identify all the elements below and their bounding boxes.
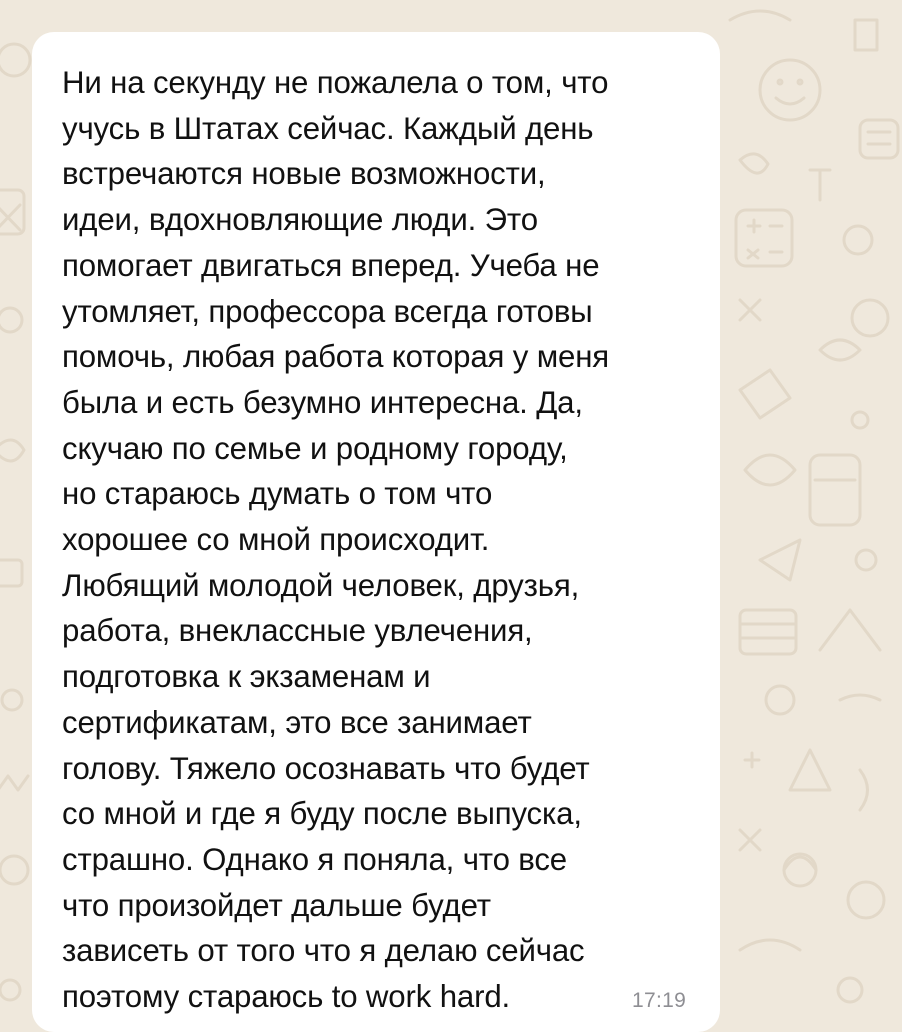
doodle-number-icon (848, 882, 884, 918)
message-line: голову. Тяжело осознавать что будет (62, 750, 590, 786)
doodle-calculator-right-icon (736, 210, 792, 266)
message-line: Ни на секунду не пожалела о том, что (62, 65, 609, 100)
doodle-drop-icon (766, 686, 794, 714)
doodle-dot-right-icon (852, 412, 868, 428)
message-line: помочь, любая работа которая у меня (62, 339, 610, 375)
doodle-small-circle-icon (0, 980, 20, 1000)
message-line: поэтому стараюсь to work hard. (62, 979, 511, 1015)
doodle-x-icon (740, 830, 760, 850)
message-line: помогает двигаться вперед. Учеба не (62, 247, 600, 283)
doodle-ring-icon (0, 308, 22, 332)
doodle-mountain-icon (820, 610, 880, 650)
doodle-ring-right-icon (856, 550, 876, 570)
doodle-moon-icon (740, 154, 768, 173)
doodle-circle-bottom-icon (838, 978, 862, 1002)
message-line: скучаю по семье и родному городу, (62, 430, 568, 466)
doodle-smile-icon (776, 98, 804, 104)
doodle-box-icon (0, 560, 22, 586)
doodle-phone-icon (855, 20, 877, 50)
message-text (62, 60, 694, 1020)
doodle-tag-icon (740, 370, 790, 418)
doodle-smiley-icon (760, 60, 820, 120)
doodle-arc-bottom-icon (740, 940, 800, 950)
doodle-taco-icon (745, 455, 795, 485)
message-line: но стараюсь думать о том что (62, 476, 493, 512)
doodle-zigzag-icon (0, 776, 28, 790)
message-line: хорошее со мной происходит. (62, 522, 490, 558)
message-line: со мной и где я буду после выпуска, (62, 796, 582, 832)
message-bubble[interactable] (32, 32, 720, 1032)
doodle-eye-icon (820, 340, 860, 360)
message-line: была и есть безумно интересна. Да, (62, 384, 583, 420)
message-line: Любящий молодой человек, друзья, (62, 567, 580, 603)
message-line: подготовка к экзаменам и (62, 659, 431, 695)
message-line: утомляет, профессора всегда готовы (62, 293, 593, 329)
doodle-wave-icon (840, 695, 880, 700)
doodle-coin-icon (844, 226, 872, 254)
doodle-bubble-icon (0, 856, 28, 884)
doodle-hook-icon (860, 770, 868, 810)
message-line: работа, внеклассные увлечения, (62, 613, 533, 649)
doodle-scissors-icon (740, 300, 760, 320)
message-line: страшно. Однако я поняла, что все (62, 841, 567, 877)
doodle-mushroom-icon (784, 854, 816, 886)
doodle-tree-icon (790, 750, 830, 790)
doodle-plus-icon (745, 753, 759, 767)
doodle-circle-icon (0, 44, 30, 76)
doodle-leaf-icon (0, 440, 24, 461)
message-line: сертификатам, это все занимает (62, 704, 532, 740)
doodle-arc-icon (730, 11, 790, 20)
message-line: идеи, вдохновляющие люди. Это (62, 202, 538, 238)
message-line: учусь в Штатах сейчас. Каждый день (62, 110, 594, 146)
message-line: зависеть от того что я делаю сейчас (62, 933, 585, 969)
doodle-calendar-icon (860, 120, 898, 158)
message-line: что произойдет дальше будет (62, 887, 491, 923)
doodle-jar-icon (810, 455, 860, 525)
doodle-paw-icon (852, 300, 888, 336)
doodle-dot-icon (2, 690, 22, 710)
message-timestamp: 17:19 (632, 989, 687, 1012)
message-line: встречаются новые возможности, (62, 156, 546, 192)
doodle-rocket-icon (760, 540, 800, 580)
doodle-cabin-icon (740, 610, 796, 654)
doodle-cross-icon (0, 205, 20, 230)
doodle-microphone-icon (810, 170, 830, 200)
